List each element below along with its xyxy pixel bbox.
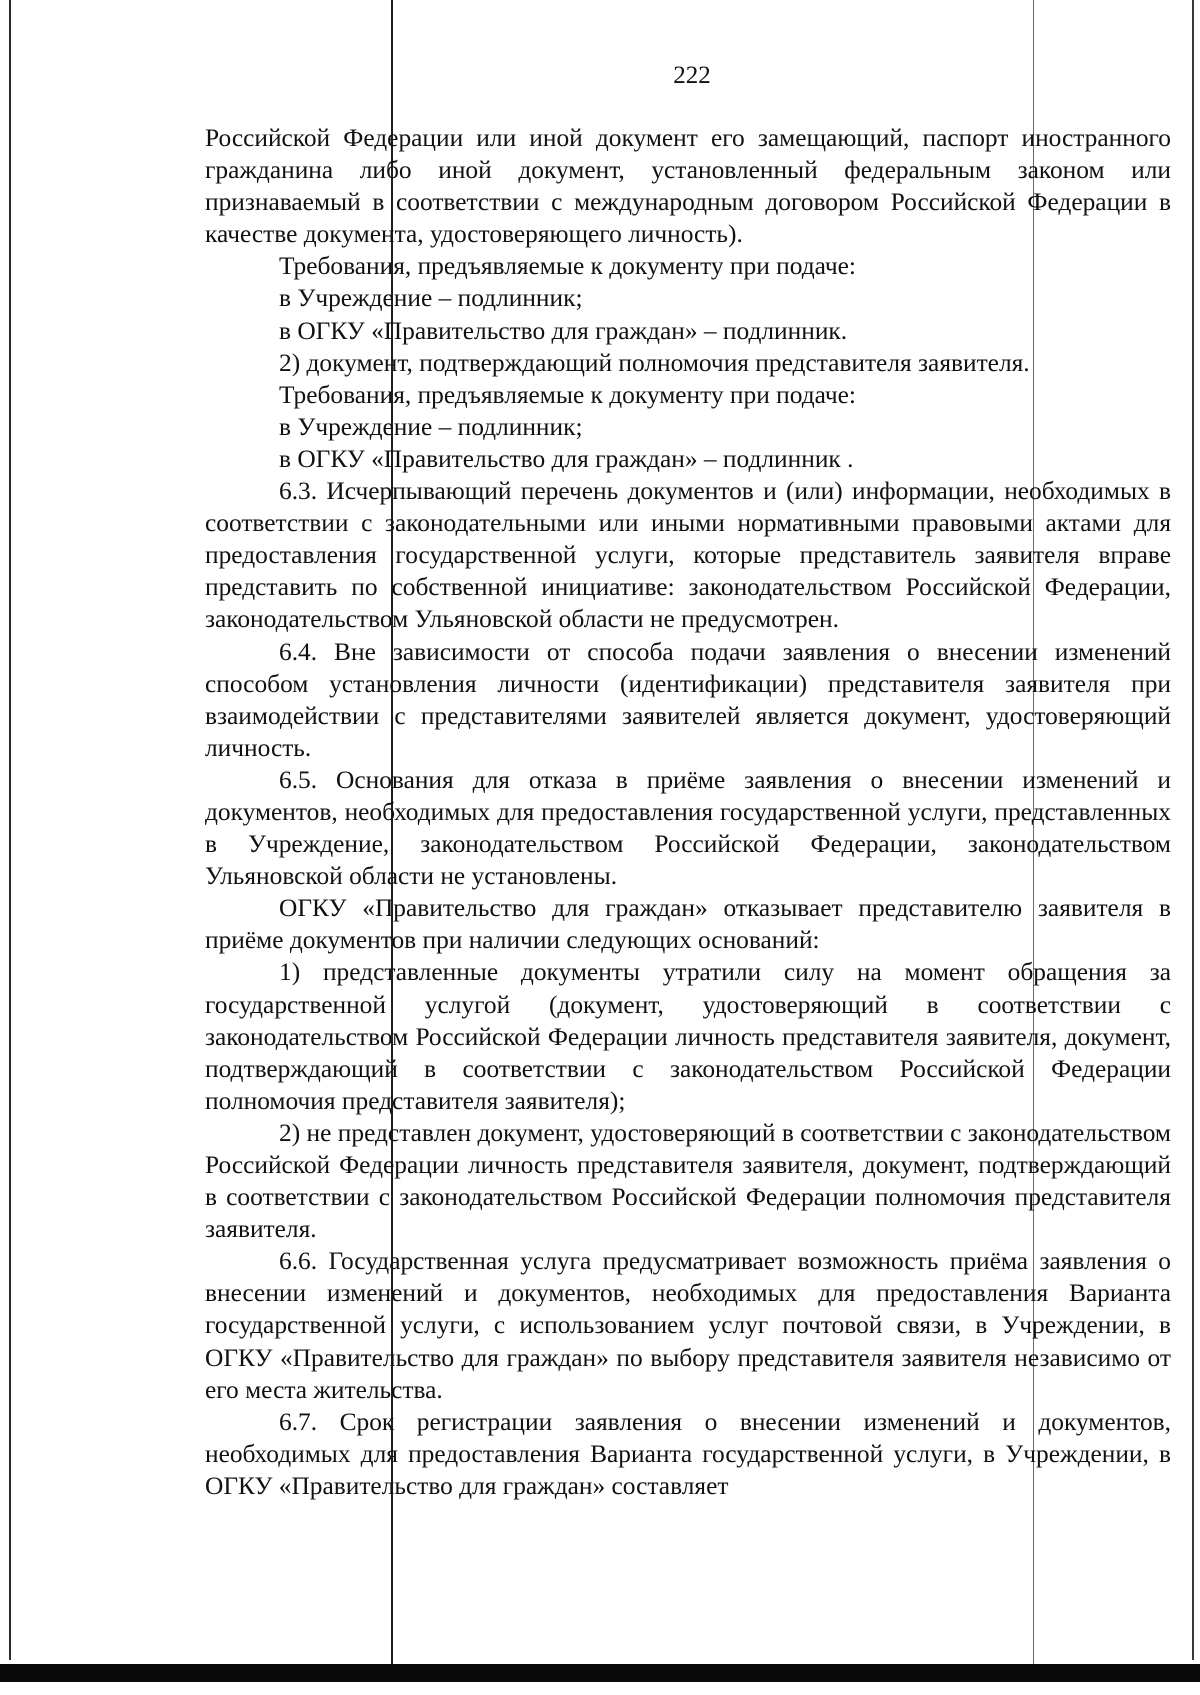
paragraph-requirements-heading-2: Требования, предъявляемые к документу при подаче: — [279, 380, 856, 409]
scan-artifact-bottom-bar — [0, 1664, 1200, 1682]
paragraph-6-7: 6.7. Срок регистрации заявления о внесении изменений и документов, необходимых для предоставления Варианта государственной услуги, в Учреждении, в ОГКУ «Правительство для граждан» составляет — [205, 1407, 1171, 1500]
paragraph-requirement-ogku: в ОГКУ «Правительство для граждан» – подлинник. — [279, 316, 848, 345]
scan-artifact-right-edge — [1192, 0, 1194, 1660]
paragraph-requirement-institution: в Учреждение – подлинник; — [279, 284, 583, 313]
scan-artifact-left-line — [9, 0, 11, 1660]
paragraph-identity-docs-end: Российской Федерации или иной документ его замещающий, паспорт иностранного гражданина либо иной документ, установленный федеральным законом или признаваемый в соответствии с международным договором Российской Федерации в качестве документа, удостоверяющего личность). — [205, 124, 1171, 249]
page-number: 222 — [673, 62, 711, 89]
paragraph-6-3: 6.3. Исчерпывающий перечень документов и (или) информации, необходимых в соответствии с законодательными или иными нормативными правовыми актами для предоставления государственной услуги, которые представитель заявителя вправе представить по собственной инициативе: законодательством Российской Федерации, законодательством Ульяновской области не предусмотрен. — [205, 477, 1171, 634]
paragraph-requirement-ogku-2: в ОГКУ «Правительство для граждан» – подлинник . — [279, 444, 854, 473]
paragraph-6-6: 6.6. Государственная услуга предусматривает возможность приёма заявления о внесении изменений и документов, необходимых для предоставления Варианта государственной услуги, с использованием услуг почтовой связи, в Учреждении, в ОГКУ «Правительство для граждан» по выбору представителя заявителя независимо от его места жительства. — [205, 1247, 1171, 1404]
paragraph-refusal-reason-2: 2) не представлен документ, удостоверяющий в соответствии с законодательством Российской Федерации личность представителя заявителя, документ, подтверждающий в соответствии с законодательством Российской Федерации полномочия представителя заявителя. — [205, 1118, 1171, 1244]
paragraph-requirement-institution-2: в Учреждение – подлинник; — [279, 412, 583, 441]
document-body — [205, 122, 1171, 1502]
paragraph-ogku-refusal: ОГКУ «Правительство для граждан» отказывает представителю заявителя в приёме документов при наличии следующих оснований: — [205, 894, 1171, 955]
paragraph-6-5: 6.5. Основания для отказа в приёме заявления о внесении изменений и документов, необходимых для предоставления государственной услуги, представленных в Учреждение, законодательством Российской Федерации, законодательством Ульяновской области не установлены. — [205, 765, 1171, 891]
paragraph-refusal-reason-1: 1) представленные документы утратили силу на момент обращения за государственной услугой (документ, удостоверяющий в соответствии с законодательством Российской Федерации личность представителя заявителя, документ, подтверждающий в соответствии с законодательством Российской Федерации полномочия представителя заявителя); — [205, 958, 1171, 1115]
paragraph-6-4: 6.4. Вне зависимости от способа подачи заявления о внесении изменений способом установления личности (идентификации) представителя заявителя при взаимодействии с представителями заявителей является документ, удостоверяющий личность. — [205, 637, 1171, 762]
paragraph-requirements-heading: Требования, предъявляемые к документу при подаче: — [279, 252, 856, 281]
paragraph-authority-document: 2) документ, подтверждающий полномочия представителя заявителя. — [279, 348, 1030, 377]
